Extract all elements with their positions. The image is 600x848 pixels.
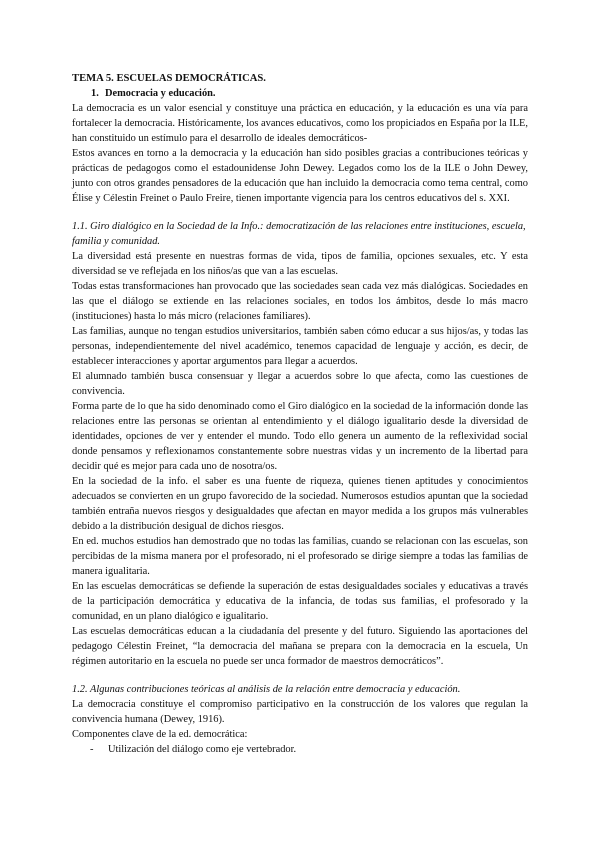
paragraph: En ed. muchos estudios han demostrado que no todas las familias, cuando se relacionan con las escuelas, son percibidas de la misma manera por el profesorado, ni el profesorado se dirige siempre a todas las familias de manera igualitaria. xyxy=(72,536,528,577)
paragraph: Componentes clave de la ed. democrática: xyxy=(72,729,248,740)
paragraph: La democracia constituye el compromiso participativo en la construcción de los valores que regulan la convivencia humana (Dewey, 1916). xyxy=(72,699,528,725)
paragraph: La diversidad está presente en nuestras formas de vida, tipos de familia, opciones sexuales, etc. Y esta diversidad se ve reflejada en los niños/as que van a las escuelas. xyxy=(72,251,528,277)
bullet-marker: - xyxy=(90,744,94,755)
paragraph: Forma parte de lo que ha sido denominado como el Giro dialógico en la sociedad de la información donde las relaciones entre las personas se orientan al entendimiento y el diálogo igualitario desde la diversidad de identidades, opciones de ver y entender el mundo. Todo ello genera un aumento de la reflexividad social donde pensamos y reflexionamos constantemente sobre nuestras vidas y un incremento de la libertad para decidir qué es mejor para cada uno de nosotra/os. xyxy=(72,401,528,472)
paragraph: Las familias, aunque no tengan estudios universitarios, también saben cómo educar a sus hijos/as, y todas las personas, independientemente del nivel académico, tenemos capacidad de lenguaje y acción, es decir, de establecer interacciones y aportar argumentos para llegar a acuerdos. xyxy=(72,326,528,367)
section-1-2-heading: 1.2. Algunas contribuciones teóricas al análisis de la relación entre democracia y educación. xyxy=(72,684,461,695)
section-1-1-heading: 1.1. Giro dialógico en la Sociedad de la Info.: democratización de las relaciones entre instituciones, escuela, familia y comunidad. xyxy=(72,221,526,247)
paragraph: En las escuelas democráticas se defiende la superación de estas desigualdades sociales y educativas a través de la participación democrática y educativa de la infancia, de todas sus familias, el profesorado y la comunidad, en un plano dialógico e igualitario. xyxy=(72,581,528,622)
section-1-heading xyxy=(91,86,528,101)
paragraph: Las escuelas democráticas educan a la ciudadanía del presente y del futuro. Siguiendo las aportaciones del pedagogo Célestin Freinet, “la democracia del mañana se prepara con la democracia en la escuela, Un régimen autoritario en la escuela no puede ser unca formador de maestros democráticos”. xyxy=(72,626,528,667)
section-1-title: Democracia y educación. xyxy=(105,88,216,99)
section-1-number: 1. xyxy=(91,88,99,99)
paragraph: Estos avances en torno a la democracia y la educación han sido posibles gracias a contribuciones teóricas y prácticas de pedagogos como el estadounidense John Dewey. Legados como los de la ILE o John Dewey, junto con otros grandes pensadores de la educación que han incluido la democracia como tema central, como Élise y Célestin Freinet o Paulo Freire, tienen importante vigencia para los centros educativos del s. XXI. xyxy=(72,148,528,204)
paragraph: En la sociedad de la info. el saber es una fuente de riqueza, quienes tienen aptitudes y conocimientos adecuados se convierten en un grupo favorecido de la sociedad. Numerosos estudios apuntan que la sociedad también entraña nuevos riesgos y desigualdades que afectan en mayor medida a los grupos más vulnerables debido a la distribución desigual de dichos riesgos. xyxy=(72,476,528,532)
paragraph: Todas estas transformaciones han provocado que las sociedades sean cada vez más dialógicas. Sociedades en las que el diálogo se extiende en las relaciones sociales, en todos los ámbitos, desde lo más macro (instituciones) hasta lo más micro (relaciones familiares). xyxy=(72,281,528,322)
paragraph: El alumnado también busca consensuar y llegar a acuerdos sobre lo que afecta, como las cuestiones de convivencia. xyxy=(72,371,528,397)
page-title: TEMA 5. ESCUELAS DEMOCRÁTICAS. xyxy=(72,73,266,84)
paragraph: La democracia es un valor esencial y constituye una práctica en educación, y la educación es una vía para fortalecer la democracia. Históricamente, los avances educativos, como los propiciados en España por la ILE, han constituido un estímulo para el desarrollo de ideales democráticos- xyxy=(72,103,528,144)
document-body xyxy=(72,71,528,757)
list-item-text: Utilización del diálogo como eje vertebrador. xyxy=(108,744,297,755)
list-item xyxy=(90,742,528,757)
